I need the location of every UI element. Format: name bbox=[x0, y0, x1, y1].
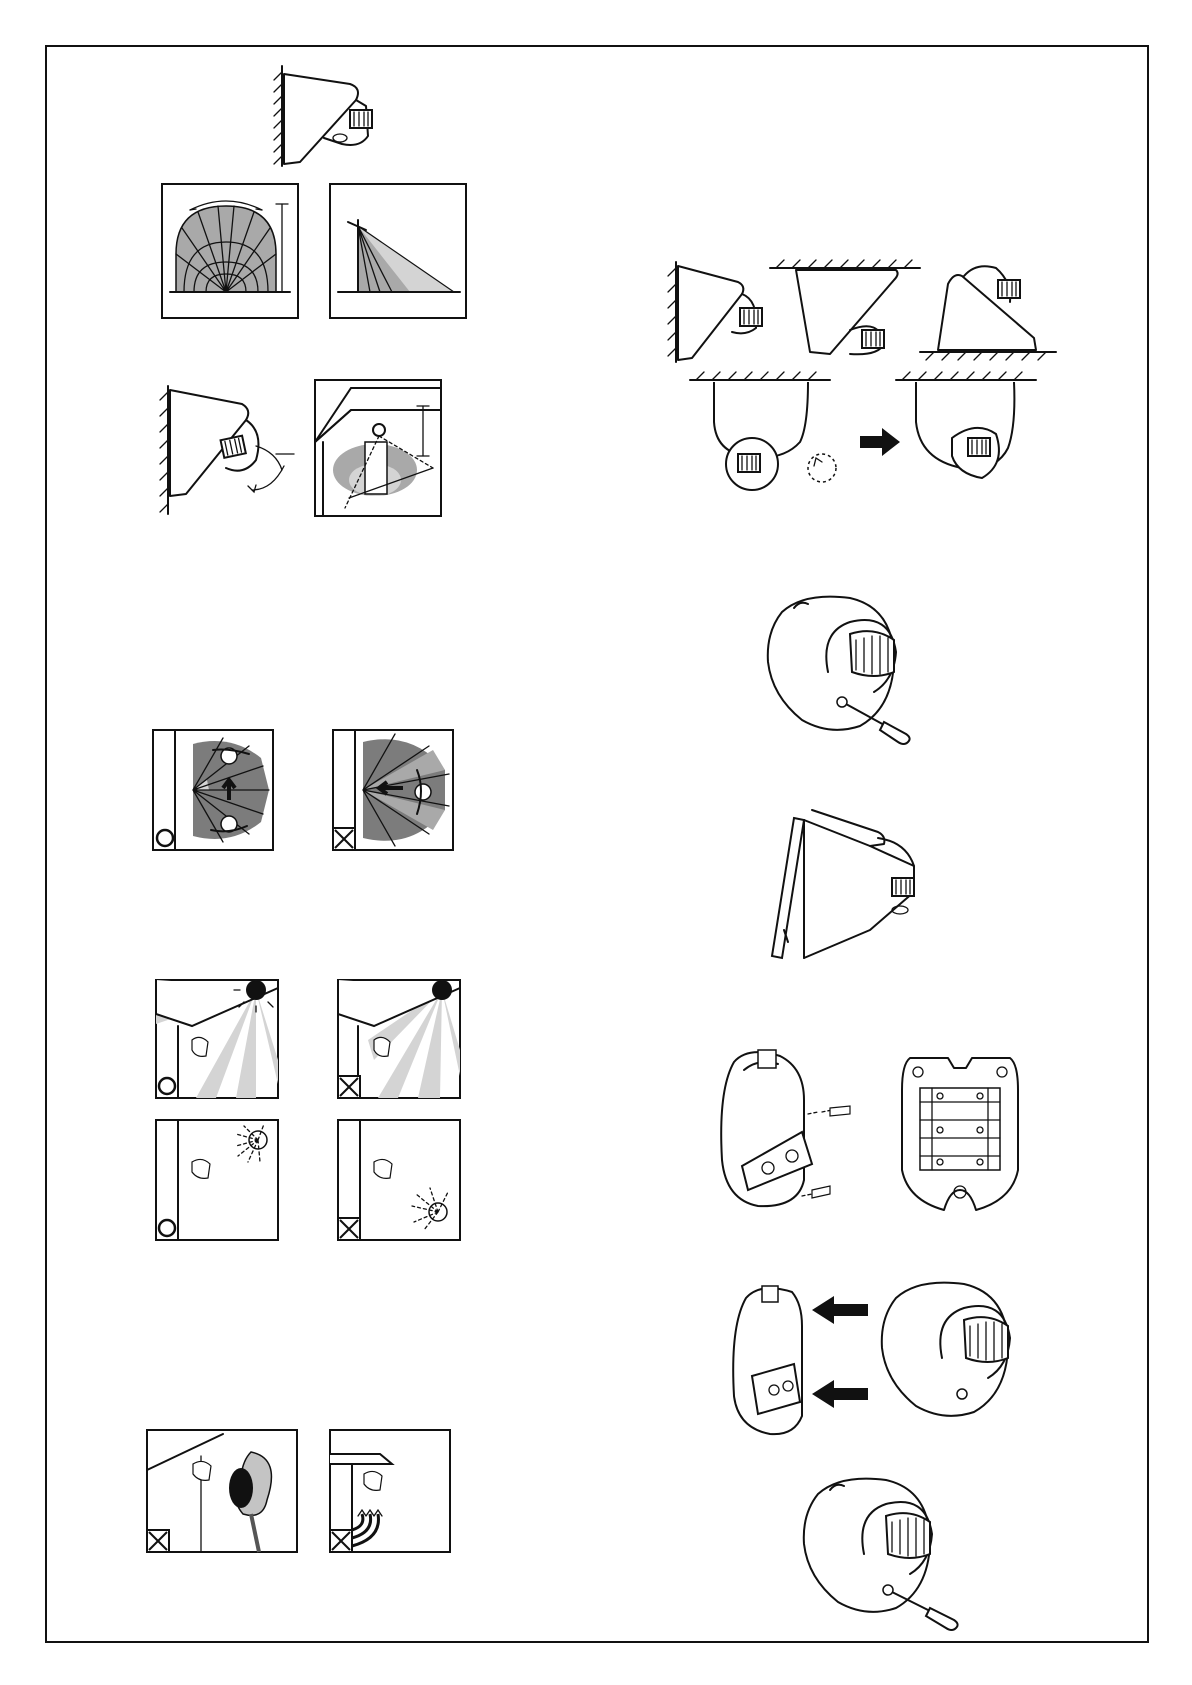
walk-across-ok-figure bbox=[153, 730, 273, 850]
tree-obstruction-figure bbox=[147, 1430, 297, 1552]
final-screw-figure bbox=[804, 1479, 958, 1630]
mounting-options-figure bbox=[668, 260, 1056, 362]
check-circle-icon bbox=[159, 1078, 175, 1094]
arrow-icon bbox=[860, 428, 900, 456]
cross-box-icon bbox=[338, 1076, 360, 1098]
screw-release-figure bbox=[768, 597, 910, 744]
cross-box-icon bbox=[333, 828, 355, 850]
cross-box-icon bbox=[330, 1530, 352, 1552]
ceiling-swivel-figure bbox=[690, 372, 1036, 490]
walk-toward-wrong-figure bbox=[333, 730, 453, 850]
reassembly-figure bbox=[733, 1283, 1010, 1435]
floor-mount bbox=[920, 266, 1056, 360]
lamp-position-wrong-figure bbox=[338, 1120, 460, 1240]
detection-range-side-view bbox=[330, 184, 466, 318]
base-plate-screws-figure bbox=[721, 1050, 850, 1206]
check-circle-icon bbox=[159, 1220, 175, 1236]
cross-box-icon bbox=[147, 1530, 169, 1552]
base-plate-figure bbox=[772, 810, 914, 958]
wall-mount-figure bbox=[274, 66, 372, 166]
detection-range-top-view bbox=[162, 184, 298, 318]
sun-position-ok-figure bbox=[156, 980, 278, 1098]
arrow-icon bbox=[812, 1380, 868, 1408]
check-circle-icon bbox=[157, 830, 173, 846]
wall-hatch-icon bbox=[274, 72, 282, 164]
base-plate-back-figure bbox=[902, 1058, 1018, 1210]
tilt-adjust-figure bbox=[160, 386, 294, 514]
arrow-icon bbox=[812, 1296, 868, 1324]
ceiling-mount bbox=[770, 260, 920, 354]
heat-source-figure bbox=[330, 1430, 450, 1552]
cross-box-icon bbox=[338, 1218, 360, 1240]
sun-position-wrong-figure bbox=[338, 980, 460, 1098]
house-coverage-figure bbox=[315, 380, 441, 516]
sensor-icon bbox=[350, 110, 372, 128]
lamp-position-ok-figure bbox=[156, 1120, 278, 1240]
